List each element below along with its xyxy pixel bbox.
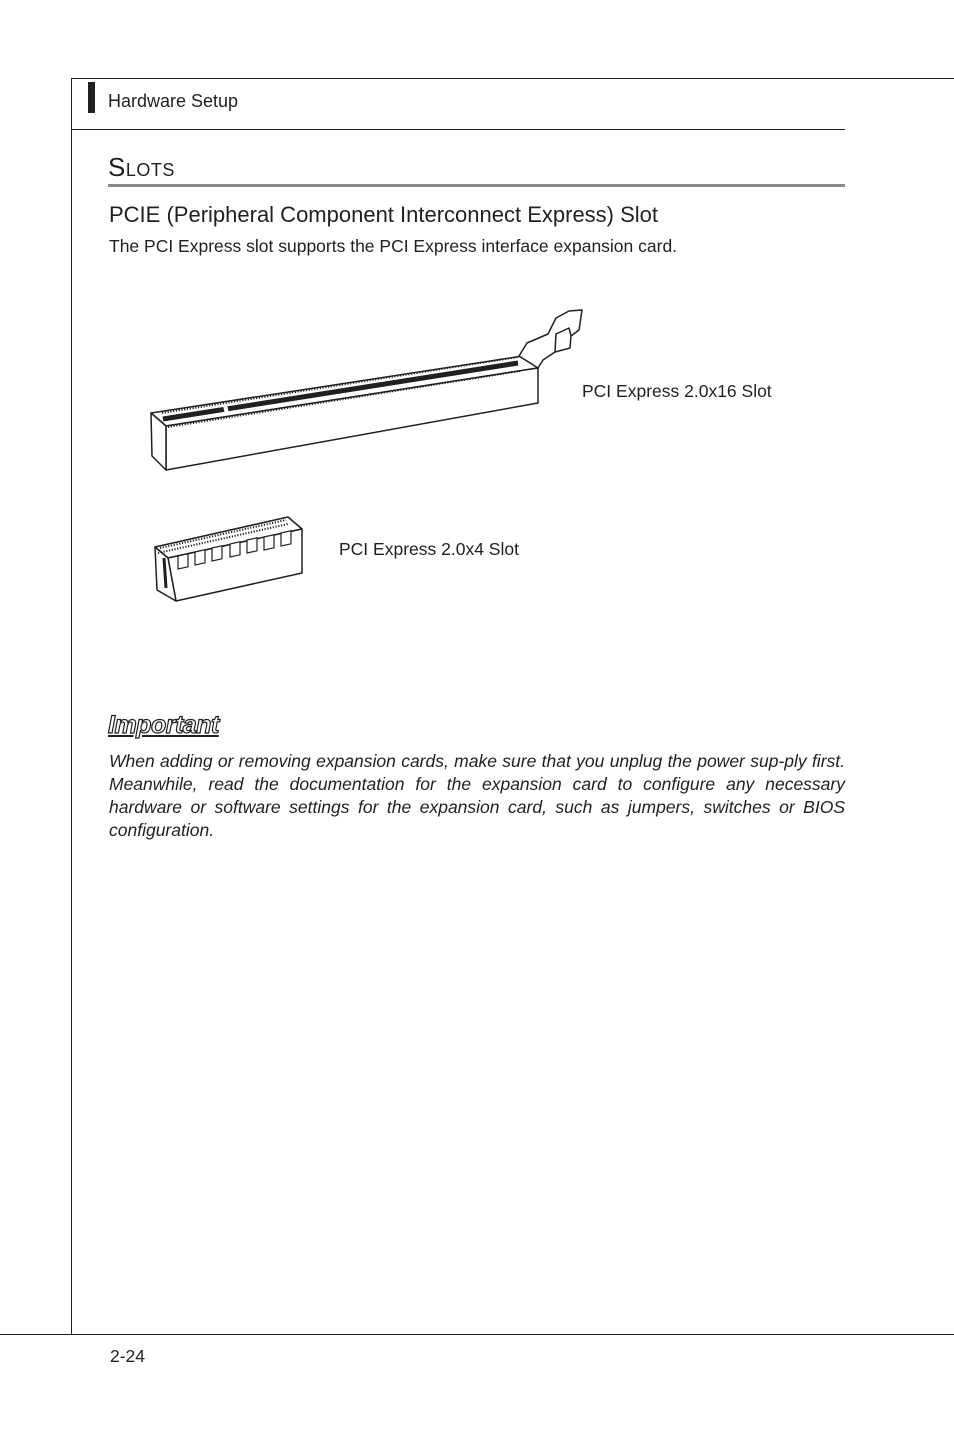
- x16-slot-label: PCI Express 2.0x16 Slot: [582, 381, 772, 401]
- header-section-label: Hardware Setup: [108, 91, 239, 111]
- subsection-title: PCIE (Peripheral Component Interconnect Express) Slot: [109, 202, 659, 227]
- important-note-text: When adding or removing expansion cards, make sure that you unplug the power sup-ply first. Meanwhile, read the documentation for the expansion card to configure any necessary hardware or software settings for the expansion card, such as jumpers, switches or BIOS configuration.: [109, 751, 845, 840]
- intro-text: The PCI Express slot supports the PCI Express interface expansion card.: [109, 236, 678, 256]
- x4-slot-label: PCI Express 2.0x4 Slot: [339, 539, 519, 559]
- section-title: Slots: [108, 152, 175, 182]
- page-number: 2-24: [110, 1346, 146, 1366]
- important-heading: Important: [108, 711, 219, 739]
